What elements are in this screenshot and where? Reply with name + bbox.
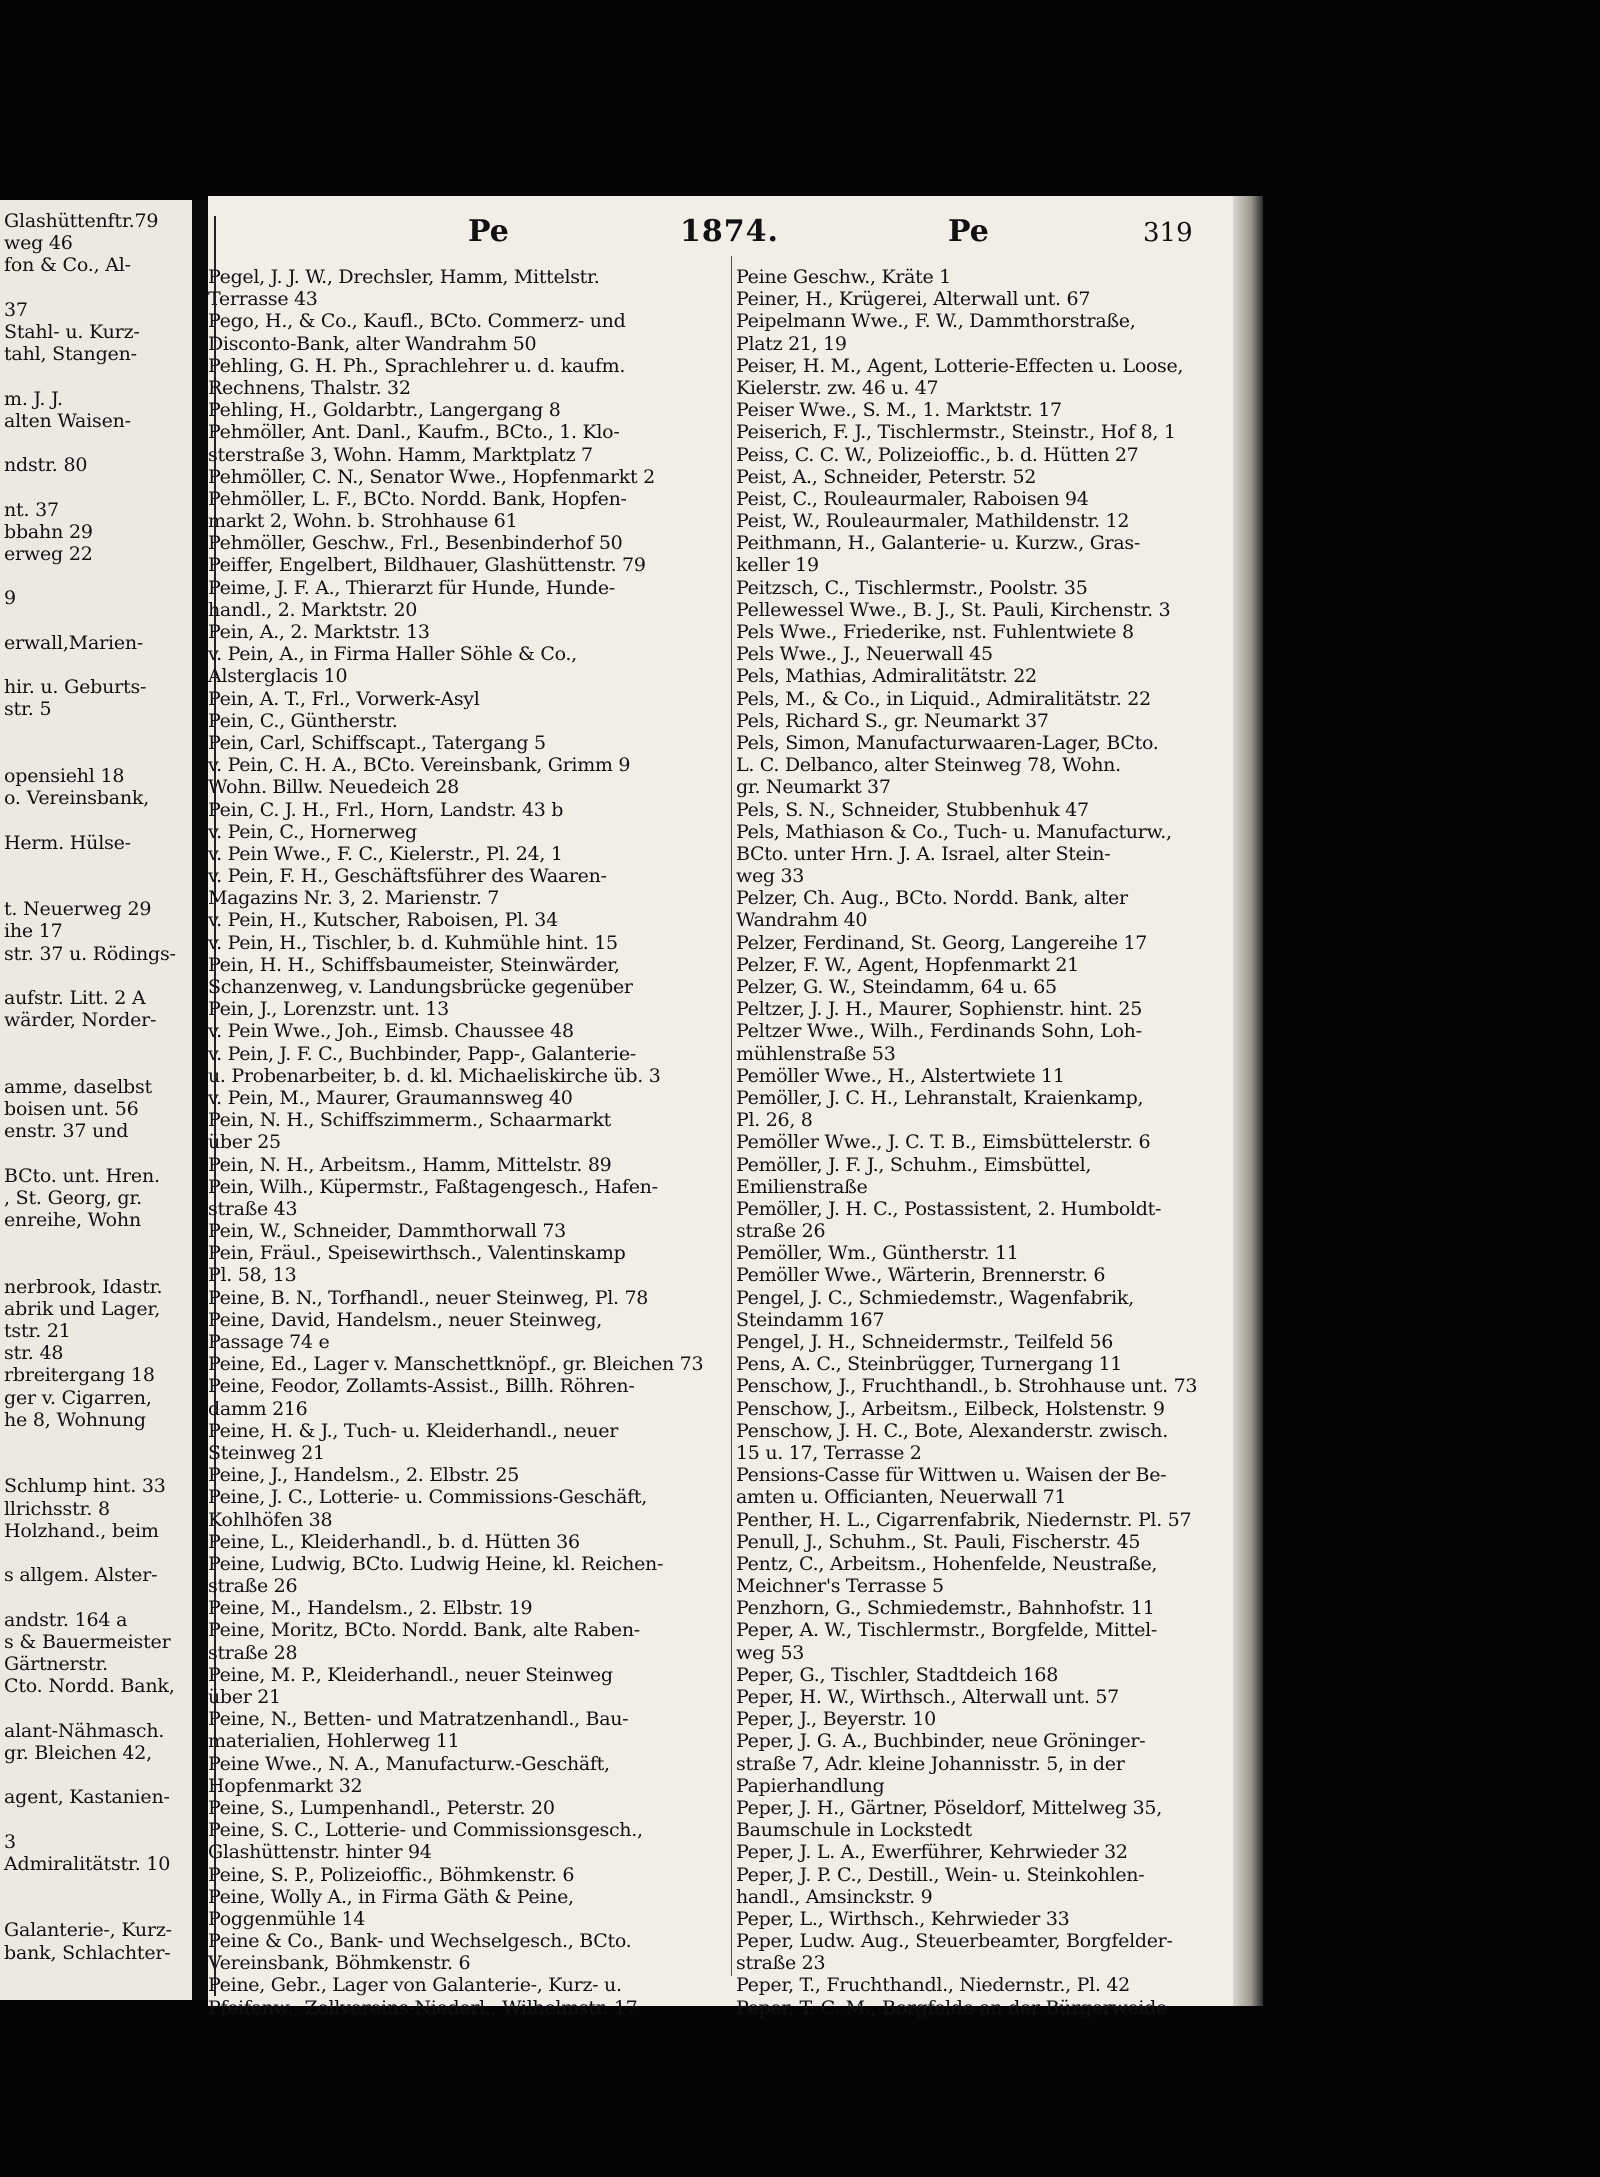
left-page-fragment-line: tstr. 21 [4,1320,71,1342]
directory-entry-line: handl., Amsinckstr. 9 [736,1885,933,1908]
directory-entry-line: Peine, N., Betten- und Matratzenhandl., Bau- [208,1708,629,1731]
directory-entry-line: Disconto-Bank, alter Wandrahm 50 [208,332,537,355]
directory-entry-line: Pein, Carl, Schiffscapt., Tatergang 5 [208,731,546,754]
left-page-fragment-line: ndstr. 80 [4,454,88,477]
header-left-keyword: Pe [468,214,509,249]
page-edge [1233,196,1263,2006]
directory-entry-line: Penschow, J., Arbeitsm., Eilbeck, Holstenstr. 9 [736,1397,1165,1420]
directory-entry-line: Pels, Mathiason & Co., Tuch- u. Manufacturw., [736,820,1172,843]
directory-entry-line: Peist, C., Rouleaurmaler, Raboisen 94 [736,487,1089,510]
directory-entry-line: Pein, Fräul., Speisewirthsch., Valentinskamp [208,1242,626,1265]
directory-entry-line: BCto. unter Hrn. J. A. Israel, alter Stein- [736,842,1111,865]
left-column [208,266,730,2019]
directory-entry-line: Pehmöller, Ant. Danl., Kaufm., BCto., 1. Klo- [208,421,620,444]
directory-entry-line: Peine, S. C., Lotterie- und Commissionsgesch., [208,1819,643,1842]
left-page-fragment-line: ger v. Cigarren, [4,1386,152,1409]
directory-entry-line: Peine, David, Handelsm., neuer Steinweg, [208,1308,602,1331]
left-page-fragment-line: abrik und Lager, [4,1297,161,1320]
left-page-fragment-line: amme, daselbst [4,1075,152,1098]
directory-entry-line: markt 2, Wohn. b. Strohhause 61 [208,510,518,533]
directory-entry-line: Magazins Nr. 3, 2. Marienstr. 7 [208,887,500,910]
directory-entry-line: Penschow, J., Fruchthandl., b. Strohhause unt. 73 [736,1375,1198,1398]
directory-entry-line: Vereinsbank, Böhmkenstr. 6 [208,1952,471,1975]
directory-entry-line: Peine & Co., Bank- und Wechselgesch., BCto. [208,1930,632,1953]
directory-entry-line: Pehling, H., Goldarbtr., Langergang 8 [208,399,561,422]
left-page-fragment-line: erwall,Marien- [4,631,144,654]
directory-entry-line: Pein, C. J. H., Frl., Horn, Landstr. 43 b [208,798,564,821]
directory-entry-line: Kohlhöfen 38 [208,1508,333,1531]
directory-entry-line: Emilienstraße [736,1175,868,1198]
directory-entry-line: v. Pein, H., Kutscher, Raboisen, Pl. 34 [208,909,558,932]
left-page-fragment-line: str. 48 [4,1342,64,1365]
left-page-fragment-line: t. Neuerweg 29 [4,898,152,921]
left-page-fragment-line: 9 [4,587,16,610]
directory-entry-line: Terrasse 43 [208,288,318,311]
directory-entry-line: Pein, W., Schneider, Dammthorwall 73 [208,1220,566,1243]
header-year: 1874. [680,214,779,249]
directory-entry-line: Baumschule in Lockstedt [736,1819,972,1842]
directory-entry-line: Meichner's Terrasse 5 [736,1575,944,1598]
directory-entry-line: Peine, L., Kleiderhandl., b. d. Hütten 36 [208,1530,580,1553]
directory-entry-line: Peiser Wwe., S. M., 1. Marktstr. 17 [736,399,1062,422]
directory-entry-line: Pels, Richard S., gr. Neumarkt 37 [736,709,1049,732]
directory-entry-line: v. Pein Wwe., F. C., Kielerstr., Pl. 24, 1 [208,842,563,865]
directory-entry-line: Papierhandlung [736,1774,885,1797]
directory-entry-line: gr. Neumarkt 37 [736,776,891,799]
left-page-fragment-line: s & Bauermeister [4,1630,171,1653]
left-page-fragment-line: erweg 22 [4,543,93,565]
directory-entry-line: mühlenstraße 53 [736,1042,896,1065]
left-page-fragment-line: str. 5 [4,698,52,721]
directory-entry-line: Peper, T. C. M., Borgfelde an der Bürgerweide [736,1996,1167,2019]
directory-entry-line: Pentz, C., Arbeitsm., Hohenfelde, Neustraße, [736,1552,1158,1575]
directory-entry-line: Peltzer, J. J. H., Maurer, Sophienstr. hint. 25 [736,998,1142,1021]
right-page [208,196,1233,2019]
directory-entry-line: v. Pein, C. H. A., BCto. Vereinsbank, Grimm 9 [208,754,631,777]
directory-entry-line: straße 26 [208,1575,298,1598]
directory-entry-line: Pl. 26, 8 [736,1109,813,1132]
left-page-fragment-line: weg 46 [4,232,73,255]
directory-entry-line: Peine, Ludwig, BCto. Ludwig Heine, kl. Reichen- [208,1552,664,1575]
directory-entry-line: Peiner, H., Krügerei, Alterwall unt. 67 [736,288,1091,311]
directory-entry-line: Pelzer, Ch. Aug., BCto. Nordd. Bank, alter [736,887,1128,910]
directory-entry-line: Pemöller Wwe., J. C. T. B., Eimsbüttelerstr. 6 [736,1131,1151,1154]
directory-entry-line: Pein, A. T., Frl., Vorwerk-Asyl [208,687,480,710]
directory-entry-line: Rechnens, Thalstr. 32 [208,376,411,399]
directory-entry-line: Platz 21, 19 [736,332,847,355]
directory-entry-line: über 25 [208,1131,281,1154]
directory-entry-line: Schanzenweg, v. Landungsbrücke gegenüber [208,976,633,998]
directory-entry-line: Alsterglacis 10 [208,665,348,688]
directory-entry-line: Pein, H. H., Schiffsbaumeister, Steinwärder, [208,953,620,976]
left-page-fragment-line: alant-Nähmasch. [4,1719,165,1742]
directory-entry-line: v. Pein, H., Tischler, b. d. Kuhmühle hint. 15 [208,931,618,954]
directory-entry-line: Pels, Mathias, Admiralitätstr. 22 [736,665,1037,688]
directory-entry-line: Peper, A. W., Tischlermstr., Borgfelde, Mittel- [736,1619,1158,1642]
directory-entry-line: Pels Wwe., J., Neuerwall 45 [736,643,993,666]
left-page-fragment-line: nerbrook, Idastr. [4,1275,163,1298]
directory-entry-line: Pein, N. H., Arbeitsm., Hamm, Mittelstr. 89 [208,1153,612,1176]
directory-entry-line: straße 23 [736,1952,826,1975]
directory-entry-line: Peithmann, H., Galanterie- u. Kurzw., Gras- [736,532,1141,555]
directory-entry-line: straße 28 [208,1641,298,1664]
directory-entry-line: Pels, M., & Co., in Liquid., Admiralitätstr. 22 [736,687,1151,710]
directory-entry-line: weg 33 [736,865,805,888]
directory-entry-line: Peine, B. N., Torfhandl., neuer Steinweg, Pl. 78 [208,1286,649,1309]
directory-entry-line: Pemöller, J. C. H., Lehranstalt, Kraienkamp, [736,1086,1144,1109]
left-page-fragment-line: str. 37 u. Rödings- [4,942,176,965]
directory-entry-line: Pels, S. N., Schneider, Stubbenhuk 47 [736,798,1089,821]
directory-entry-line: Pehmöller, L. F., BCto. Nordd. Bank, Hopfen- [208,487,627,510]
left-page-fragment-line: andstr. 164 a [4,1608,128,1631]
directory-entry-line: Pehmöller, Geschw., Frl., Besenbinderhof 50 [208,532,623,555]
left-page-fragment-line: nt. 37 [4,498,59,521]
left-page-fragment-line: opensiehl 18 [4,765,125,787]
directory-entry-line: Peine, M. P., Kleiderhandl., neuer Steinweg [208,1663,613,1686]
directory-entry-line: 15 u. 17, Terrasse 2 [736,1441,922,1464]
left-page-fragment-line: he 8, Wohnung [4,1408,146,1431]
directory-entry-line: Pein, A., 2. Marktstr. 13 [208,621,430,643]
directory-entry-line: Pengel, J. H., Schneidermstr., Teilfeld 56 [736,1331,1114,1353]
directory-entry-line: v. Pein, J. F. C., Buchbinder, Papp-, Galanterie- [208,1042,636,1065]
directory-entry-line: weg 53 [736,1641,805,1664]
directory-entry-line: Peper, J., Beyerstr. 10 [736,1708,936,1731]
header-right-keyword: Pe [948,214,989,249]
left-page-fragment-line: bank, Schlachter- [4,1941,171,1964]
directory-entry-line: Wandrahm 40 [736,909,868,932]
left-page-fragment-line: Herm. Hülse- [4,831,131,854]
directory-entry-line: Pegel, J. J. W., Drechsler, Hamm, Mittelstr. [208,266,600,288]
directory-entry-line: Pfeifenw., Zollvereins-Niederl., Wilhelmstr. 17 [208,1996,638,2019]
directory-entry-line: Pensions-Casse für Wittwen u. Waisen der Be- [736,1464,1167,1487]
directory-entry-line: Peper, T., Fruchthandl., Niedernstr., Pl. 42 [736,1974,1130,1997]
directory-entry-line: Peine Wwe., N. A., Manufacturw.-Geschäft, [208,1752,610,1775]
page-header [208,214,1233,258]
left-page-fragment-line: Gärtnerstr. [4,1653,109,1675]
directory-entry-line: Peiser, H. M., Agent, Lotterie-Effecten u. Loose, [736,354,1184,377]
directory-entry-line: Pego, H., & Co., Kaufl., BCto. Commerz- und [208,310,626,333]
left-page-fragment-line: Glashüttenftr.79 [4,210,159,232]
directory-entry-line: Peime, J. F. A., Thierarzt für Hunde, Hunde- [208,576,615,599]
directory-entry-line: Pengel, J. C., Schmiedemstr., Wagenfabrik, [736,1286,1134,1309]
left-page-fragment-line: BCto. unt. Hren. [4,1164,160,1187]
directory-entry-line: Peine, M., Handelsm., 2. Elbstr. 19 [208,1597,533,1620]
left-page-fragment-line: enstr. 37 und [4,1120,129,1143]
directory-entry-line: Peper, J. P. C., Destill., Wein- u. Steinkohlen- [736,1863,1145,1886]
directory-entry-line: Peine, S., Lumpenhandl., Peterstr. 20 [208,1796,555,1819]
directory-entry-line: sterstraße 3, Wohn. Hamm, Marktplatz 7 [208,443,593,466]
left-page-fragment-line: Galanterie-, Kurz- [4,1919,172,1942]
directory-entry-line: u. Probenarbeiter, b. d. kl. Michaeliskirche üb. 3 [208,1064,661,1087]
directory-entry-line: Pelzer, Ferdinand, St. Georg, Langereihe 17 [736,931,1148,954]
directory-entry-line: Pehling, G. H. Ph., Sprachlehrer u. d. kaufm. [208,354,626,377]
directory-entry-line: Kielerstr. zw. 46 u. 47 [736,376,939,399]
directory-entry-line: Penzhorn, G., Schmiedemstr., Bahnhofstr. 11 [736,1597,1155,1620]
directory-entry-line: Peiss, C. C. W., Polizeioffic., b. d. Hütten 27 [736,443,1139,466]
left-page-fragment-line: Schlump hint. 33 [4,1475,166,1498]
directory-entry-line: Pein, C., Güntherstr. [208,709,398,732]
left-page-fragment-line: gr. Bleichen 42, [4,1741,153,1764]
directory-entry-line: Pemöller, J. H. C., Postassistent, 2. Humboldt- [736,1197,1162,1220]
directory-entry-line: Penschow, J. H. C., Bote, Alexanderstr. zwisch. [736,1419,1168,1442]
directory-entry-line: v. Pein Wwe., Joh., Eimsb. Chaussee 48 [208,1020,574,1043]
directory-entry-line: Peine, Gebr., Lager von Galanterie-, Kurz- u. [208,1974,622,1997]
directory-entry-line: Peine, Moritz, BCto. Nordd. Bank, alte Raben- [208,1619,640,1642]
directory-entry-line: Pemöller, Wm., Güntherstr. 11 [736,1242,1019,1265]
left-page-fragment-line: 37 [4,298,28,321]
left-page-fragment-line: fon & Co., Al- [4,254,131,277]
directory-entry-line: straße 26 [736,1220,826,1243]
directory-entry-line: v. Pein, C., Hornerweg [208,820,417,843]
directory-entry-line: Peper, L., Wirthsch., Kehrwieder 33 [736,1907,1070,1930]
directory-entry-line: Peiffer, Engelbert, Bildhauer, Glashüttenstr. 79 [208,554,646,577]
directory-entry-line: straße 43 [208,1197,298,1220]
directory-entry-line: Peltzer Wwe., Wilh., Ferdinands Sohn, Loh- [736,1020,1142,1043]
left-page-fragment-line: bbahn 29 [4,520,93,543]
left-page-fragment-line: s allgem. Alster- [4,1564,158,1587]
directory-entry-line: Wohn. Billw. Neuedeich 28 [208,776,459,799]
left-page-fragment-line: m. J. J. [4,387,63,410]
directory-entry-line: Steindamm 167 [736,1308,885,1331]
directory-entry-line: L. C. Delbanco, alter Steinweg 78, Wohn. [736,754,1121,777]
left-page-fragment-line: Admiralitätstr. 10 [4,1852,171,1875]
directory-entry-line: Peper, H. W., Wirthsch., Alterwall unt. 57 [736,1686,1119,1708]
directory-entry-line: Pellewessel Wwe., B. J., St. Pauli, Kirchenstr. 3 [736,598,1171,621]
directory-entry-line: Hopfenmarkt 32 [208,1774,363,1797]
directory-entry-line: Peitzsch, C., Tischlermstr., Poolstr. 35 [736,576,1088,599]
directory-entry-line: Pein, N. H., Schiffszimmerm., Schaarmarkt [208,1109,612,1132]
directory-entry-line: Peine, Wolly A., in Firma Gäth & Peine, [208,1885,574,1908]
left-page-fragment-line: boisen unt. 56 [4,1098,139,1120]
directory-entry-line: über 21 [208,1686,281,1708]
directory-entry-line: Poggenmühle 14 [208,1907,366,1930]
left-page-fragment-line: ihe 17 [4,920,63,943]
directory-entry-line: Peine, Feodor, Zollamts-Assist., Billh. Röhren- [208,1375,635,1398]
directory-entry-line: handl., 2. Marktstr. 20 [208,598,418,621]
directory-entry-line: Peper, Ludw. Aug., Steuerbeamter, Borgfelder- [736,1930,1173,1953]
directory-entry-line: v. Pein, F. H., Geschäftsführer des Waaren- [208,865,607,888]
directory-entry-line: Pehmöller, C. N., Senator Wwe., Hopfenmarkt 2 [208,465,655,488]
left-page-fragment-line: 3 [4,1830,16,1853]
directory-entry-line: Peine, H. & J., Tuch- u. Kleiderhandl., neuer [208,1419,619,1442]
left-page-fragment-line: Cto. Nordd. Bank, [4,1675,175,1698]
left-page-fragment-line: hir. u. Geburts- [4,676,147,699]
directory-entry-line: Steinweg 21 [208,1441,325,1464]
column-divider [731,256,732,1976]
directory-entry-line: Peine, J., Handelsm., 2. Elbstr. 25 [208,1464,519,1487]
left-page-fragment-line: Holzhand., beim [4,1519,159,1542]
directory-entry-line: Pens, A. C., Steinbrügger, Turnergang 11 [736,1353,1123,1376]
directory-entry-line: Peine, Ed., Lager v. Manschettknöpf., gr. Bleichen 73 [208,1353,704,1376]
directory-entry-line: Penther, H. L., Cigarrenfabrik, Niedernstr. Pl. 57 [736,1508,1192,1531]
directory-entry-line: Penull, J., Schuhm., St. Pauli, Fischerstr. 45 [736,1530,1141,1553]
left-page [0,200,200,2000]
directory-entry-line: Peine Geschw., Kräte 1 [736,266,951,288]
directory-entry-line: Pemöller, J. F. J., Schuhm., Eimsbüttel, [736,1153,1092,1176]
directory-entry-line: Pemöller Wwe., Wärterin, Brennerstr. 6 [736,1264,1106,1287]
directory-entry-line: materialien, Hohlerweg 11 [208,1730,460,1753]
left-page-fragment-line: rbreitergang 18 [4,1364,155,1387]
directory-entry-line: v. Pein, A., in Firma Haller Söhle & Co., [208,643,577,666]
directory-entry-line: Peper, J. H., Gärtner, Pöseldorf, Mittelweg 35, [736,1796,1162,1819]
directory-entry-line: Peine, J. C., Lotterie- u. Commissions-Geschäft, [208,1486,647,1509]
directory-entry-line: Peist, A., Schneider, Peterstr. 52 [736,465,1037,488]
directory-entry-line: straße 7, Adr. kleine Johannisstr. 5, in der [736,1752,1125,1775]
directory-entry-line: keller 19 [736,554,819,577]
directory-entry-line: Pels Wwe., Friederike, nst. Fuhlentwiete 8 [736,621,1134,643]
directory-entry-line: Pein, Wilh., Küpermstr., Faßtagengesch., Hafen- [208,1175,658,1198]
directory-entry-line: amten u. Officianten, Neuerwall 71 [736,1486,1067,1509]
directory-entry-line: Peine, S. P., Polizeioffic., Böhmkenstr. 6 [208,1863,575,1886]
directory-entry-line: damm 216 [208,1397,308,1420]
directory-entry-line: Pelzer, F. W., Agent, Hopfenmarkt 21 [736,953,1079,976]
directory-entry-line: Peist, W., Rouleaurmaler, Mathildenstr. 12 [736,510,1130,533]
right-column [736,266,1231,2019]
left-page-fragment-line: tahl, Stangen- [4,343,137,366]
left-page-fragment-line: agent, Kastanien- [4,1786,170,1809]
directory-entry-line: Pemöller Wwe., H., Alstertwiete 11 [736,1064,1065,1087]
directory-entry-line: v. Pein, M., Maurer, Graumannsweg 40 [208,1086,573,1109]
directory-entry-line: Pl. 58, 13 [208,1264,297,1287]
page-number: 319 [1143,218,1193,248]
left-page-fragment-line: Stahl- u. Kurz- [4,321,140,343]
left-page-fragment-line: llrichsstr. 8 [4,1497,110,1520]
left-page-fragment-line: o. Vereinsbank, [4,787,150,810]
directory-entry-line: Peper, G., Tischler, Stadtdeich 168 [736,1663,1058,1686]
directory-entry-line: Pein, J., Lorenzstr. unt. 13 [208,998,449,1021]
directory-entry-line: Peipelmann Wwe., F. W., Dammthorstraße, [736,310,1136,333]
left-page-fragment-line: enreihe, Wohn [4,1209,141,1231]
left-page-fragment-line: wärder, Norder- [4,1009,157,1032]
directory-entry-line: Peper, J. L. A., Ewerführer, Kehrwieder 32 [736,1841,1128,1864]
directory-entry-line: Pels, Simon, Manufacturwaaren-Lager, BCto. [736,731,1159,754]
left-page-fragment-line: , St. Georg, gr. [4,1186,142,1209]
left-page-fragment-line: aufstr. Litt. 2 A [4,987,146,1009]
directory-entry-line: Peiserich, F. J., Tischlermstr., Steinstr., Hof 8, 1 [736,421,1176,444]
directory-entry-line: Passage 74 e [208,1331,330,1353]
directory-entry-line: Glashüttenstr. hinter 94 [208,1841,432,1864]
left-page-fragment-line: alten Waisen- [4,409,131,432]
directory-entry-line: Pelzer, G. W., Steindamm, 64 u. 65 [736,976,1057,998]
directory-entry-line: Peper, J. G. A., Buchbinder, neue Gröninger- [736,1730,1146,1753]
